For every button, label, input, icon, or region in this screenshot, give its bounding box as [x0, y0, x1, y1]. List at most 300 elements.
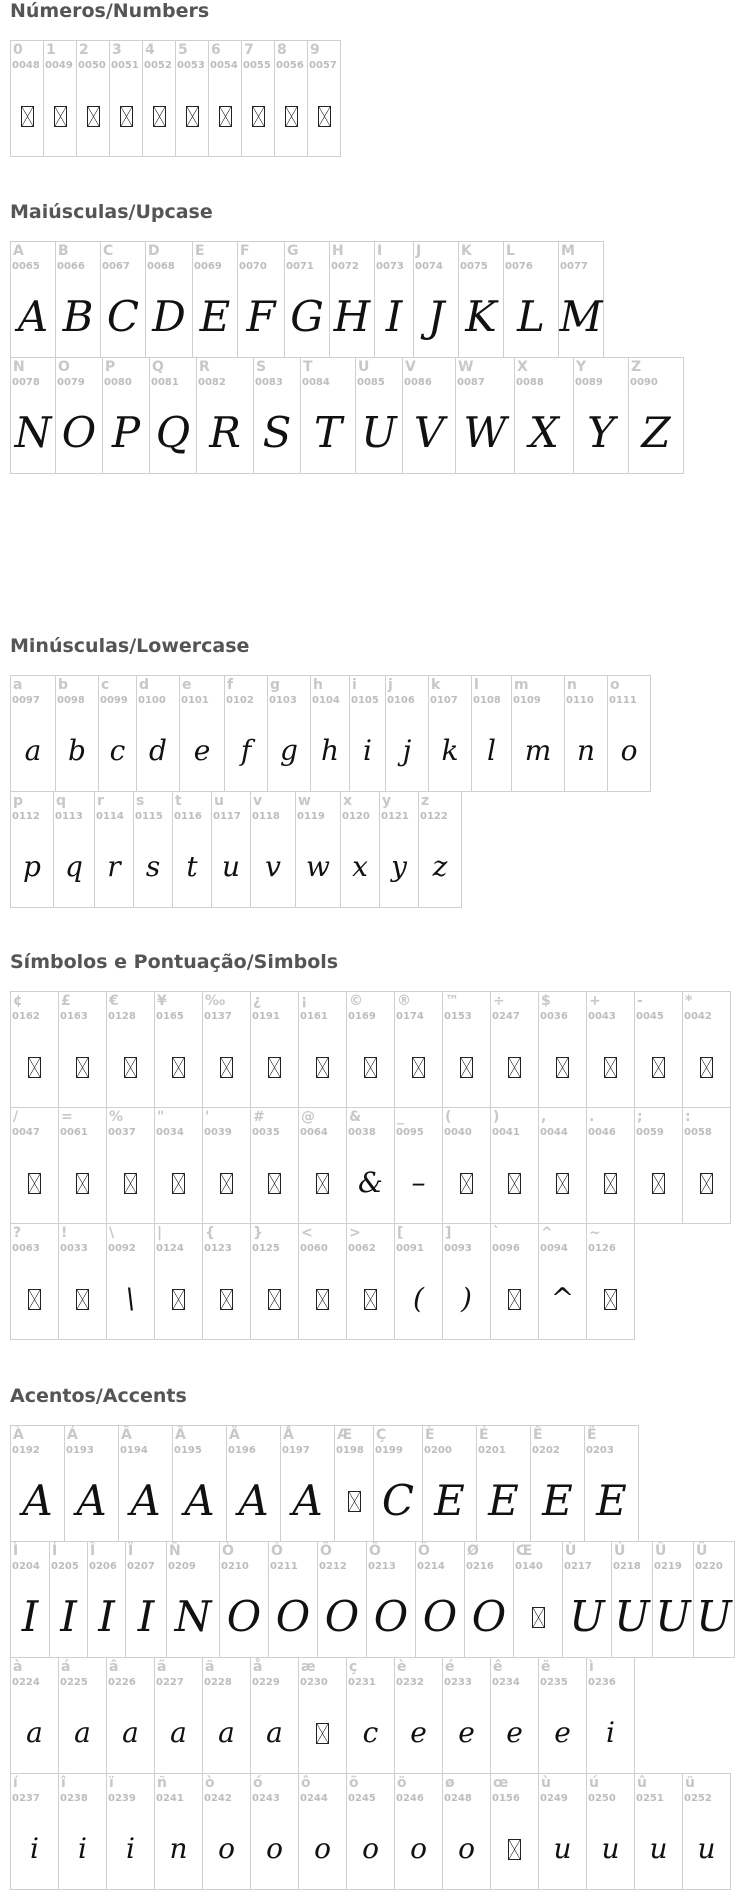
glyph-cell: [87, 1541, 126, 1658]
glyph-cell: [250, 1223, 299, 1340]
glyph-cell: [298, 1223, 347, 1340]
character-code: 0117: [213, 811, 241, 822]
glyph-cell: [226, 1425, 281, 1542]
character-code: 0126: [588, 1243, 616, 1254]
glyph-cell: [109, 40, 143, 157]
glyph-cell: [355, 357, 403, 474]
character-code: 0075: [460, 261, 488, 272]
missing-glyph-icon: [11, 1044, 58, 1090]
character-label: Ô: [320, 1543, 332, 1559]
glyph-cell: [682, 1107, 731, 1224]
character-label: D: [148, 243, 160, 259]
character-code: 0106: [387, 695, 415, 706]
glyph-cell: [490, 1107, 539, 1224]
glyph-cell: [100, 241, 146, 358]
glyph-sample: x: [352, 850, 368, 883]
character-label: T: [303, 359, 313, 375]
glyph-sample: o: [620, 734, 638, 767]
character-label: -: [637, 993, 643, 1009]
glyph-sample: i: [78, 1832, 87, 1865]
glyph-sample: q: [65, 850, 83, 883]
character-label: !: [61, 1225, 68, 1241]
character-label: p: [13, 793, 24, 809]
character-code: 0081: [151, 377, 179, 388]
character-code: 0218: [613, 1561, 641, 1572]
character-code: 0069: [194, 261, 222, 272]
character-label: ï: [109, 1775, 114, 1791]
character-label: &: [349, 1109, 362, 1125]
missing-glyph-icon: [347, 1044, 394, 1090]
glyph-cell: [53, 791, 95, 908]
glyph-cell: [628, 357, 684, 474]
glyph-cell: [10, 1425, 65, 1542]
character-code: 0046: [588, 1127, 616, 1138]
character-code: 0197: [282, 1445, 310, 1456]
glyph-sample: a: [266, 1716, 283, 1749]
glyph-sample: U: [696, 1592, 732, 1641]
missing-glyph-icon: [107, 1044, 154, 1090]
missing-glyph-icon: [251, 1276, 298, 1322]
character-label: E: [195, 243, 205, 259]
character-code: 0213: [368, 1561, 396, 1572]
character-label: ®: [397, 993, 411, 1009]
missing-glyph-icon: [110, 93, 142, 139]
character-label: Œ: [516, 1543, 533, 1559]
glyph-row: [10, 791, 461, 907]
character-code: 0053: [177, 60, 205, 71]
character-code: 0102: [226, 695, 254, 706]
missing-glyph-icon: [299, 1710, 346, 1756]
character-label: r: [97, 793, 104, 809]
character-label: g: [270, 677, 281, 693]
glyph-sample: (: [413, 1282, 424, 1315]
character-code: 0230: [300, 1677, 328, 1688]
glyph-sample: E: [488, 1476, 519, 1525]
character-label: Á: [67, 1427, 78, 1443]
character-label: X: [517, 359, 528, 375]
glyph-sample: p: [23, 850, 41, 883]
character-code: 0229: [252, 1677, 280, 1688]
character-label: >: [349, 1225, 361, 1241]
character-code: 0232: [396, 1677, 424, 1688]
glyph-cell: [418, 791, 462, 908]
character-code: 0061: [60, 1127, 88, 1138]
missing-glyph-icon: [59, 1044, 106, 1090]
character-code: 0112: [12, 811, 40, 822]
character-label: /: [13, 1109, 19, 1125]
section-title: Símbolos e Pontuação/Simbols: [10, 951, 339, 973]
glyph-cell: [394, 1223, 443, 1340]
missing-glyph-icon: [59, 1276, 106, 1322]
character-code: 0083: [255, 377, 283, 388]
glyph-cell: [76, 40, 110, 157]
glyph-cell: [442, 991, 491, 1108]
character-code: 0239: [108, 1793, 136, 1804]
character-code: 0198: [336, 1445, 364, 1456]
character-code: 0065: [12, 261, 40, 272]
character-code: 0101: [181, 695, 209, 706]
character-code: 0246: [396, 1793, 424, 1804]
character-label: #: [253, 1109, 265, 1125]
glyph-sample: u: [601, 1832, 620, 1865]
glyph-cell: [442, 1223, 491, 1340]
glyph-cell: [58, 1223, 107, 1340]
glyph-sample: A: [22, 1476, 53, 1525]
glyph-sample: a: [74, 1716, 91, 1749]
character-code: 0089: [575, 377, 603, 388]
glyph-cell: [154, 1657, 203, 1774]
character-code: 0237: [12, 1793, 40, 1804]
missing-glyph-icon: [203, 1160, 250, 1206]
character-label: æ: [301, 1659, 316, 1675]
character-label: i: [352, 677, 357, 693]
glyph-sample: I: [60, 1592, 77, 1641]
character-code: 0214: [417, 1561, 445, 1572]
character-label: Y: [576, 359, 587, 375]
missing-glyph-icon: [275, 93, 307, 139]
character-code: 0103: [269, 695, 297, 706]
character-code: 0219: [654, 1561, 682, 1572]
glyph-cell: [307, 40, 341, 157]
character-code: 0115: [135, 811, 163, 822]
missing-glyph-icon: [77, 93, 109, 139]
glyph-row: [10, 40, 340, 156]
glyph-cell: [366, 1541, 416, 1658]
glyph-cell: [298, 991, 347, 1108]
character-label: 1: [46, 42, 56, 58]
glyph-cell: [172, 1425, 227, 1542]
glyph-sample: j: [402, 734, 412, 767]
glyph-sample: I: [98, 1592, 115, 1641]
glyph-cell: [10, 40, 44, 157]
glyph-cell: [538, 1657, 587, 1774]
glyph-cell: [172, 791, 212, 908]
missing-glyph-icon: [443, 1044, 490, 1090]
character-label: 4: [145, 42, 155, 58]
missing-glyph-icon: [491, 1276, 538, 1322]
character-code: 0058: [684, 1127, 712, 1138]
character-label: ,: [541, 1109, 547, 1125]
character-label: â: [109, 1659, 119, 1675]
glyph-sample: O: [471, 1592, 507, 1641]
glyph-cell: [490, 1657, 539, 1774]
character-label: 0: [13, 42, 23, 58]
glyph-sample: m: [524, 734, 552, 767]
missing-glyph-icon: [251, 1044, 298, 1090]
glyph-cell: [458, 241, 504, 358]
character-code: 0207: [127, 1561, 155, 1572]
character-label: ~: [589, 1225, 601, 1241]
glyph-sample: E: [596, 1476, 627, 1525]
section-title: Acentos/Accents: [10, 1385, 187, 1407]
character-label: =: [61, 1109, 73, 1125]
character-code: 0092: [108, 1243, 136, 1254]
glyph-cell: [329, 241, 375, 358]
character-label: q: [56, 793, 67, 809]
character-label: *: [685, 993, 693, 1009]
glyph-cell: [586, 1657, 635, 1774]
glyph-sample: B: [62, 292, 94, 341]
glyph-cell: [476, 1425, 531, 1542]
glyph-row: [10, 1107, 730, 1223]
character-code: 0247: [492, 1011, 520, 1022]
character-label: Ú: [614, 1543, 626, 1559]
glyph-cell: [145, 241, 193, 358]
glyph-cell: [250, 791, 296, 908]
character-label: ø: [445, 1775, 455, 1791]
character-code: 0054: [210, 60, 238, 71]
character-code: 0055: [243, 60, 271, 71]
glyph-cell: [208, 40, 242, 157]
character-code: 0066: [57, 261, 85, 272]
character-code: 0224: [12, 1677, 40, 1688]
character-label: ^: [541, 1225, 553, 1241]
character-label: W: [458, 359, 474, 375]
character-label: c: [101, 677, 110, 693]
glyph-sample: G: [290, 292, 324, 341]
character-label: ë: [541, 1659, 551, 1675]
character-code: 0248: [444, 1793, 472, 1804]
character-code: 0036: [540, 1011, 568, 1022]
glyph-cell: [538, 1223, 587, 1340]
section: [10, 951, 712, 1315]
character-code: 0120: [342, 811, 370, 822]
glyph-cell: [490, 1223, 539, 1340]
character-label: `: [493, 1225, 500, 1241]
glyph-cell: [682, 1773, 731, 1890]
character-code: 0209: [168, 1561, 196, 1572]
character-label: e: [182, 677, 192, 693]
character-code: 0216: [466, 1561, 494, 1572]
glyph-sample: a: [170, 1716, 187, 1749]
glyph-cell: [394, 1657, 443, 1774]
missing-glyph-icon: [635, 1044, 682, 1090]
character-code: 0124: [156, 1243, 184, 1254]
character-label: Û: [655, 1543, 667, 1559]
glyph-sample: i: [363, 734, 372, 767]
character-label: %: [109, 1109, 124, 1125]
character-code: 0088: [516, 377, 544, 388]
character-label: k: [431, 677, 441, 693]
character-code: 0234: [492, 1677, 520, 1688]
missing-glyph-icon: [251, 1160, 298, 1206]
glyph-cell: [55, 241, 101, 358]
character-code: 0163: [60, 1011, 88, 1022]
character-code: 0140: [515, 1561, 543, 1572]
glyph-sample: u: [553, 1832, 572, 1865]
glyph-sample: A: [130, 1476, 161, 1525]
glyph-row: [10, 1773, 730, 1889]
glyph-cell: [442, 1773, 491, 1890]
glyph-cell: [300, 357, 356, 474]
missing-glyph-icon: [308, 93, 340, 139]
glyph-sample: P: [111, 408, 141, 457]
missing-glyph-icon: [299, 1276, 346, 1322]
character-code: 0085: [357, 377, 385, 388]
glyph-cell: [373, 1425, 423, 1542]
character-label: é: [445, 1659, 455, 1675]
glyph-cell: [471, 675, 512, 792]
glyph-cell: [298, 1657, 347, 1774]
glyph-sample: U: [569, 1592, 605, 1641]
character-code: 0245: [348, 1793, 376, 1804]
glyph-cell: [586, 1773, 635, 1890]
character-label: z: [421, 793, 430, 809]
character-code: 0104: [312, 695, 340, 706]
glyph-sample: A: [292, 1476, 323, 1525]
character-label: @: [301, 1109, 315, 1125]
glyph-sample: ^: [550, 1282, 575, 1315]
character-label: á: [61, 1659, 71, 1675]
glyph-sample: r: [107, 850, 121, 883]
character-label: y: [382, 793, 392, 809]
glyph-cell: [274, 40, 308, 157]
glyph-cell: [284, 241, 330, 358]
missing-glyph-icon: [491, 1044, 538, 1090]
glyph-sample: z: [432, 850, 448, 883]
missing-glyph-icon: [203, 1276, 250, 1322]
missing-glyph-icon: [683, 1044, 730, 1090]
glyph-cell: [149, 357, 197, 474]
glyph-cell: [154, 1773, 203, 1890]
glyph-cell: [346, 1657, 395, 1774]
character-label: É: [479, 1427, 489, 1443]
character-code: 0111: [609, 695, 637, 706]
character-code: 0205: [51, 1561, 79, 1572]
character-code: 0217: [564, 1561, 592, 1572]
character-label: ã: [157, 1659, 167, 1675]
glyph-cell: [295, 791, 341, 908]
glyph-sample: h: [320, 734, 340, 767]
character-label: Z: [631, 359, 642, 375]
glyph-cell: [10, 241, 56, 358]
character-label: ;: [637, 1109, 643, 1125]
character-label: |: [157, 1225, 163, 1241]
character-code: 0105: [351, 695, 379, 706]
glyph-sample: i: [606, 1716, 615, 1749]
character-code: 0195: [174, 1445, 202, 1456]
character-code: 0063: [12, 1243, 40, 1254]
character-label: f: [227, 677, 234, 693]
character-code: 0039: [204, 1127, 232, 1138]
glyph-sample: a: [218, 1716, 235, 1749]
character-code: 0228: [204, 1677, 232, 1688]
missing-glyph-icon: [587, 1276, 634, 1322]
glyph-cell: [455, 357, 515, 474]
character-label: Â: [121, 1427, 132, 1443]
character-code: 0244: [300, 1793, 328, 1804]
glyph-cell: [253, 357, 301, 474]
missing-glyph-icon: [203, 1044, 250, 1090]
character-label: I: [377, 243, 383, 259]
glyph-cell: [346, 1223, 395, 1340]
glyph-sample: c: [109, 734, 126, 767]
character-code: 0212: [319, 1561, 347, 1572]
glyph-sample: w: [306, 850, 330, 883]
character-code: 0169: [348, 1011, 376, 1022]
character-code: 0203: [586, 1445, 614, 1456]
character-code: 0095: [396, 1127, 424, 1138]
character-label: Í: [52, 1543, 58, 1559]
missing-glyph-icon: [335, 1478, 373, 1524]
missing-glyph-icon: [539, 1044, 586, 1090]
character-label: m: [514, 677, 529, 693]
glyph-sample: u: [221, 850, 241, 883]
glyph-cell: [514, 357, 574, 474]
character-label: <: [301, 1225, 313, 1241]
character-label: Ü: [696, 1543, 708, 1559]
glyph-sample: A: [17, 292, 49, 341]
character-label: A: [13, 243, 24, 259]
section: [10, 0, 651, 71]
glyph-cell: [586, 1107, 635, 1224]
glyph-cell: [422, 1425, 477, 1542]
character-code: 0193: [66, 1445, 94, 1456]
glyph-cell: [10, 1657, 59, 1774]
missing-glyph-icon: [11, 1160, 58, 1206]
glyph-cell: [394, 1107, 443, 1224]
character-label: ): [493, 1109, 500, 1125]
glyph-cell: [237, 241, 285, 358]
glyph-sample: A: [76, 1476, 107, 1525]
glyph-cell: [490, 991, 539, 1108]
glyph-cell: [154, 991, 203, 1108]
character-code: 0040: [444, 1127, 472, 1138]
character-code: 0110: [566, 695, 594, 706]
missing-glyph-icon: [395, 1044, 442, 1090]
character-code: 0087: [457, 377, 485, 388]
glyph-cell: [118, 1425, 173, 1542]
glyph-sample: E: [434, 1476, 465, 1525]
glyph-sample: –: [411, 1166, 426, 1199]
glyph-cell: [310, 675, 350, 792]
glyph-sample: N: [174, 1592, 212, 1641]
missing-glyph-icon: [299, 1160, 346, 1206]
character-code: 0099: [100, 695, 128, 706]
glyph-sample: Q: [155, 408, 191, 457]
glyph-cell: [133, 791, 173, 908]
missing-glyph-icon: [155, 1044, 202, 1090]
missing-glyph-icon: [176, 93, 208, 139]
glyph-cell: [250, 1107, 299, 1224]
missing-glyph-icon: [299, 1044, 346, 1090]
glyph-cell: [250, 1657, 299, 1774]
character-label: Ñ: [169, 1543, 181, 1559]
glyph-cell: [106, 1223, 155, 1340]
character-label: O: [58, 359, 70, 375]
character-label: G: [287, 243, 299, 259]
character-code: 0125: [252, 1243, 280, 1254]
glyph-cell: [106, 991, 155, 1108]
glyph-cell: [402, 357, 456, 474]
glyph-sample: v: [265, 850, 281, 883]
glyph-sample: u: [697, 1832, 716, 1865]
character-label: ‰: [205, 993, 226, 1009]
character-code: 0250: [588, 1793, 616, 1804]
glyph-sample: A: [238, 1476, 269, 1525]
character-label: Æ: [337, 1427, 353, 1443]
glyph-row: [10, 1223, 634, 1339]
character-label: Ø: [467, 1543, 479, 1559]
character-code: 0121: [381, 811, 409, 822]
character-label: ]: [445, 1225, 452, 1241]
glyph-cell: [682, 991, 731, 1108]
glyph-cell: [564, 675, 608, 792]
character-label: Ó: [271, 1543, 283, 1559]
character-code: 0211: [270, 1561, 298, 1572]
character-label: d: [139, 677, 150, 693]
character-label: ©: [349, 993, 363, 1009]
